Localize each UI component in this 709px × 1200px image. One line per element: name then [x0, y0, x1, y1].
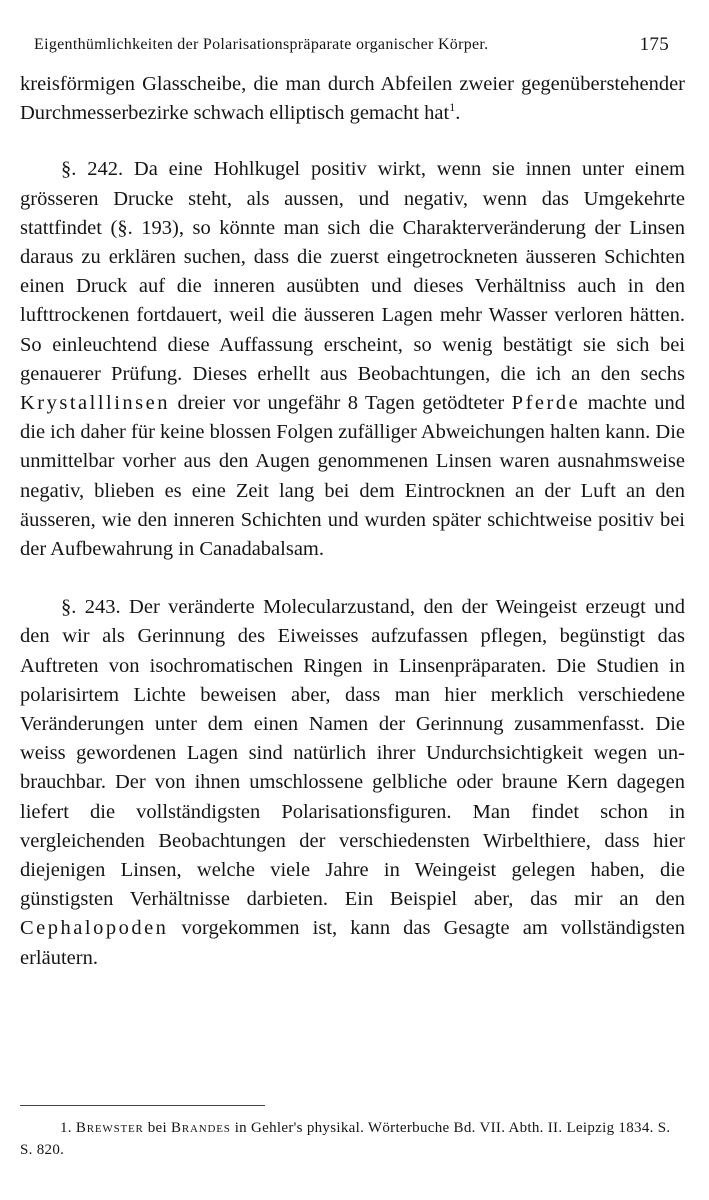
footnote-author-brewster: Brewster [75, 1120, 144, 1136]
section-242-text-a: §. 242. Da eine Hohlkugel positiv wirkt, wenn sie innen unter einem grösseren Drucke steht, als aussen, und negativ, wenn das Umgekehrte stattfindet (§. 193), so könnte man sich die Charakterveränderung der Linsen daraus zu erklären suchen, dass die zuerst eingetrockneten äusseren Schichten einen Druck auf die inneren ausübten und dieses Verhältniss auch in den lufttrockenen fortdauert, weil die äusseren Lagen mehr Wasser verloren hätten. So einleuchtend diese Auffassung erscheint, so wenig bestätigt sie sich bei genauerer Prüfung. Dieses erhellt aus Beobachtungen, die ich an den sechs [20, 158, 685, 385]
footnote-number: 1. [60, 1120, 72, 1136]
section-242-text-c: machte und die ich daher für keine blossen Folgen zufälliger Abweichungen halten kann. Die unmittelbar vorher aus den Augen genommenen Linsen waren ausnahmsweise negativ, blieben es eine Zeit lang bei dem Eintrocknen an der Luft an den äusseren, wie den inneren Schichten und wurden später schichtweise positiv bei der Aufbewahrung in Canadabalsam. [20, 392, 685, 561]
footnote-text-1: bei [147, 1120, 167, 1136]
section-243-text-b: vorgekommen ist, kann das Gesagte am vollständigsten erläutern. [20, 917, 685, 969]
page-number: 175 [639, 34, 669, 55]
header-title: Eigenthümlichkeiten der Polarisationspräparate organischer Körper. [34, 36, 489, 53]
body-text [20, 70, 685, 973]
paragraph-continued [20, 70, 685, 128]
paragraph-gap [20, 128, 685, 155]
footnote-text [20, 1117, 685, 1161]
paragraph-gap [20, 564, 685, 593]
section-243-paragraph [20, 593, 685, 973]
emphasis-krystalllinsen: Krystalllinsen [20, 392, 171, 415]
footnote-divider [20, 1105, 265, 1106]
footnote [20, 1117, 685, 1161]
footnote-text-2: in Gehler's physikal. Wörterbuche Bd. VII. Abth. II. Leipzig 1834. S. S. 820. [20, 1120, 671, 1158]
emphasis-pferde: Pferde [511, 392, 581, 415]
footnote-author-brandes: Brandes [171, 1120, 231, 1136]
footnote-reference[interactable]: 1 [449, 100, 456, 115]
paragraph-end: . [455, 102, 461, 125]
section-242-paragraph [20, 155, 685, 564]
paragraph-text: kreisförmigen Glasscheibe, die man durch Abfeilen zweier gegenüberstehender Durchmesserbezirke schwach elliptisch gemacht hat [20, 73, 685, 125]
section-242-text-b: dreier vor ungefähr 8 Tagen getödteter [177, 392, 505, 415]
emphasis-cephalopoden: Cephalopoden [20, 917, 169, 940]
section-243-text-a: §. 243. Der veränderte Molecularzustand, den der Weingeist erzeugt und den wir als Gerinnung des Eiweisses aufzufassen pflegen, begünstigt das Auftreten von isochromatischen Ringen in Linsenpräparaten. Die Studien in polarisirtem Lichte beweisen aber, dass man hier merklich verschiedene Veränderungen unter dem einen Namen der Gerinnung zusammenfasst. Die weiss gewordenen Lagen sind natürlich ihrer Undurchsichtigkeit wegen unbrauchbar. Der von ihnen umschlossene gelbliche oder braune Kern dagegen liefert die vollständigsten Polarisationsfiguren. Man findet schon in vergleichenden Beobachtungen der verschiedensten Wirbelthiere, dass hier diejenigen Linsen, welche viele Jahre in Weingeist gelegen haben, die günstigsten Verhältnisse darbieten. Ein Beispiel aber, das mir an den [20, 596, 685, 911]
running-header [34, 34, 669, 62]
